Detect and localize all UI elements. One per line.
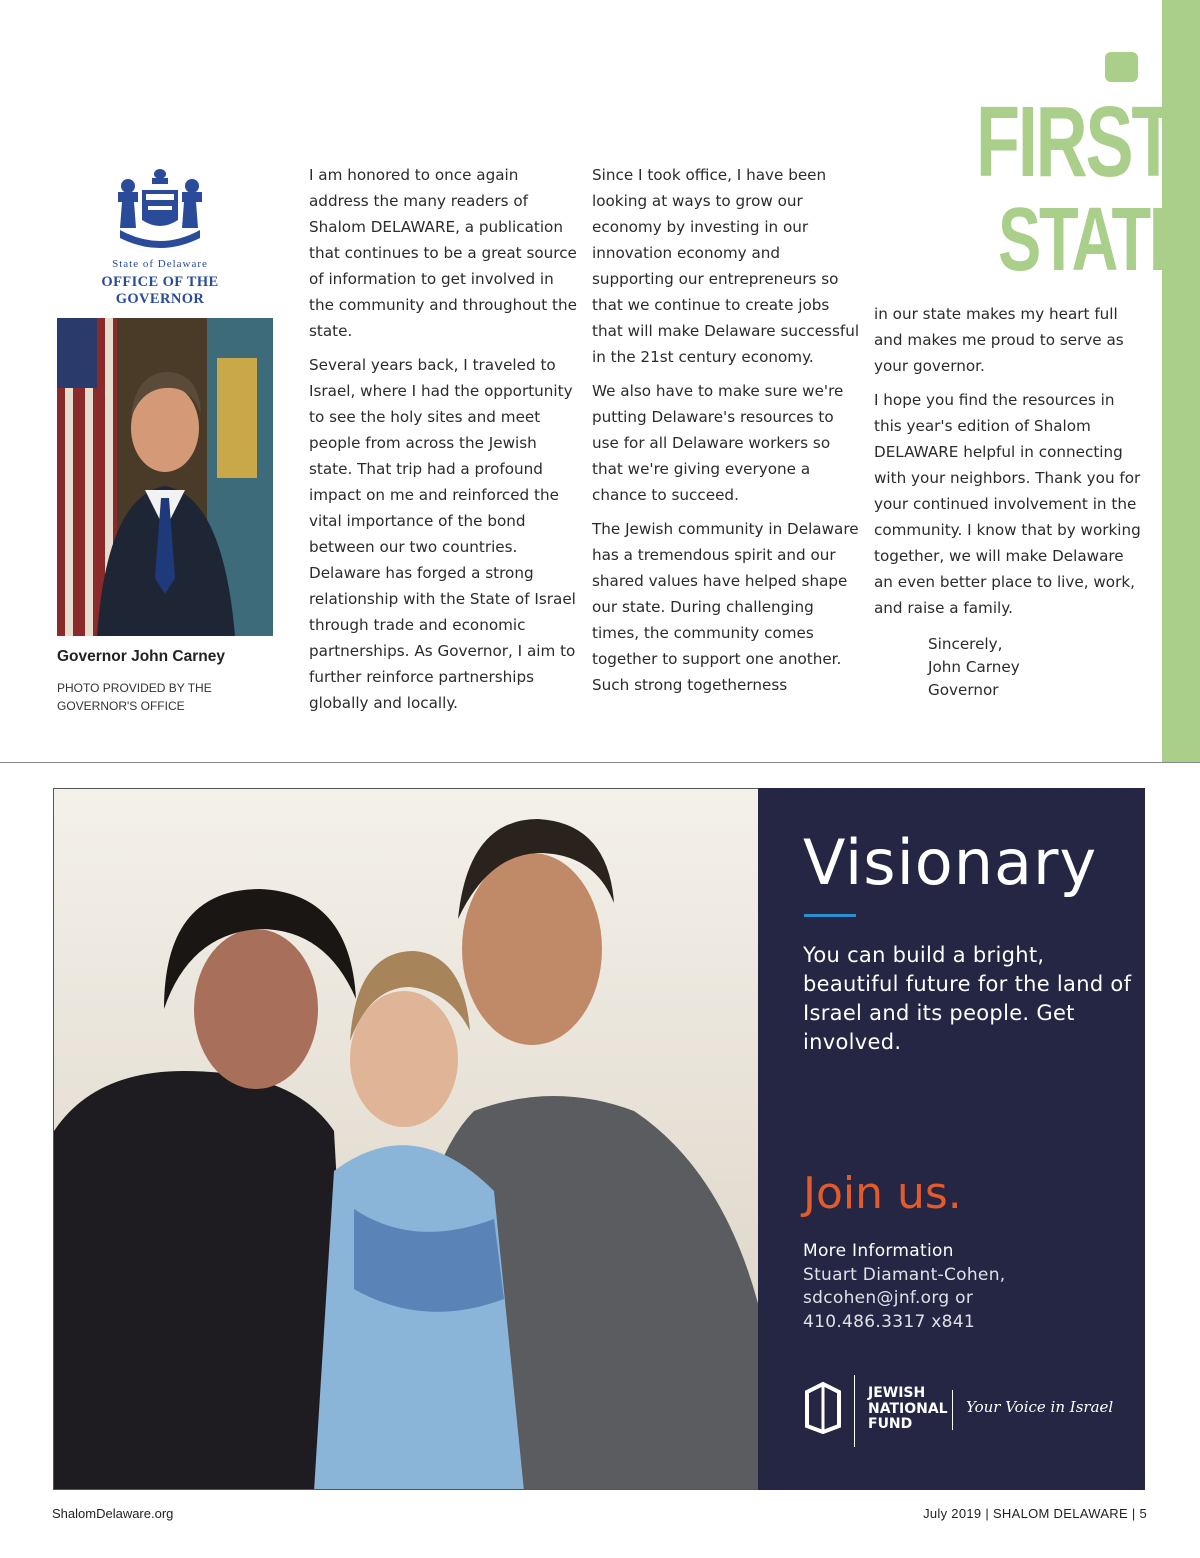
footer-separator: | [985,1506,993,1521]
seal-caption-office: OFFICE OF THE GOVERNOR [101,274,219,307]
letter-column-3 [874,301,1146,629]
closing: Sincerely, [928,635,1003,653]
governor-portrait [57,318,273,636]
letter-column-1 [309,162,581,724]
ad-title: Visionary [803,826,1098,899]
seal-caption-state: State of Delaware [112,258,208,270]
letter-paragraph: We also have to make sure we're putting Delaware's resources to use for all Delaware workers so that we're giving everyone a chance to succeed. [592,382,844,504]
ad-title-rule [804,914,856,917]
tagline-separator [952,1390,953,1430]
section-title-line1: FIRST [976,86,1174,198]
contact-phone: 410.486.3317 x841 [803,1311,975,1332]
signer-name: John Carney [928,658,1020,676]
section-divider [0,762,1200,763]
delaware-seal-icon [108,160,212,256]
ad-body: You can build a bright, beautiful future for the land of Israel and its people. Get involved. [803,943,1132,1054]
photo-credit: PHOTO PROVIDED BY THE GOVERNOR'S OFFICE [57,681,212,713]
photo-caption: Governor John Carney [57,648,225,665]
family-photo [53,788,759,1490]
footer-website[interactable]: ShalomDelaware.org [52,1506,174,1521]
ad-contact-info [803,1240,1123,1334]
logo-separator [854,1375,855,1447]
footer-date: July 2019 [923,1506,982,1521]
org-name [868,1386,948,1433]
org-tagline: Your Voice in Israel [966,1398,1114,1416]
letter-column-2 [592,162,864,706]
footer-separator: | [1131,1506,1140,1521]
footer-publication: SHALOM DELAWARE [992,1506,1128,1521]
jnf-ad-panel [758,788,1145,1490]
letter-paragraph: Several years back, I traveled to Israel, where I had the opportunity to see the holy sites and meet people from across the Jewish state. That trip had a profound impact on me and reinforced the vital importance of the bond between our two countries. Delaware has forged a strong relationship with the State of Israel through trade and economic partnerships. As Governor, I aim to further reinforce partnerships globally and locally. [309,356,576,712]
jnf-book-icon [803,1378,843,1434]
signer-title: Governor [928,681,999,699]
org-name-line: NATIONAL [868,1400,948,1417]
signature-block [928,633,1020,702]
contact-name: Stuart Diamant-Cohen, [803,1264,1006,1285]
accent-dot [1105,52,1138,82]
letter-paragraph: Since I took office, I have been looking at ways to grow our economy by investing in our innovation economy and supporting our entrepreneurs so that we continue to create jobs that will make Delaware successful in the 21st century economy. [592,166,860,366]
ad-cta: Join us. [803,1168,962,1219]
letter-paragraph: in our state makes my heart full and makes me proud to serve as your governor. [874,305,1124,375]
page-number: 5 [1139,1506,1147,1521]
letter-paragraph: I am honored to once again address the many readers of Shalom DELAWARE, a publication that continues to be a great source of information to get involved in the community and throughout the state. [309,166,577,340]
section-title-line2: STATE [998,190,1190,290]
contact-heading: More Information [803,1241,954,1261]
contact-email[interactable]: sdcohen@jnf.org or [803,1288,974,1308]
footer-issue-info [923,1506,1147,1521]
org-name-line: JEWISH [868,1385,926,1401]
letter-paragraph: The Jewish community in Delaware has a tremendous spirit and our shared values have helped shape our state. During challenging times, the community comes together to support one another. Such strong togetherness [592,520,859,694]
org-name-line: FUND [868,1416,913,1432]
letter-paragraph: I hope you find the resources in this year's edition of Shalom DELAWARE helpful in connecting with your neighbors. Thank you for your continued involvement in the community. I know that by working together, we will make Delaware an even better place to live, work, and raise a family. [874,391,1141,617]
